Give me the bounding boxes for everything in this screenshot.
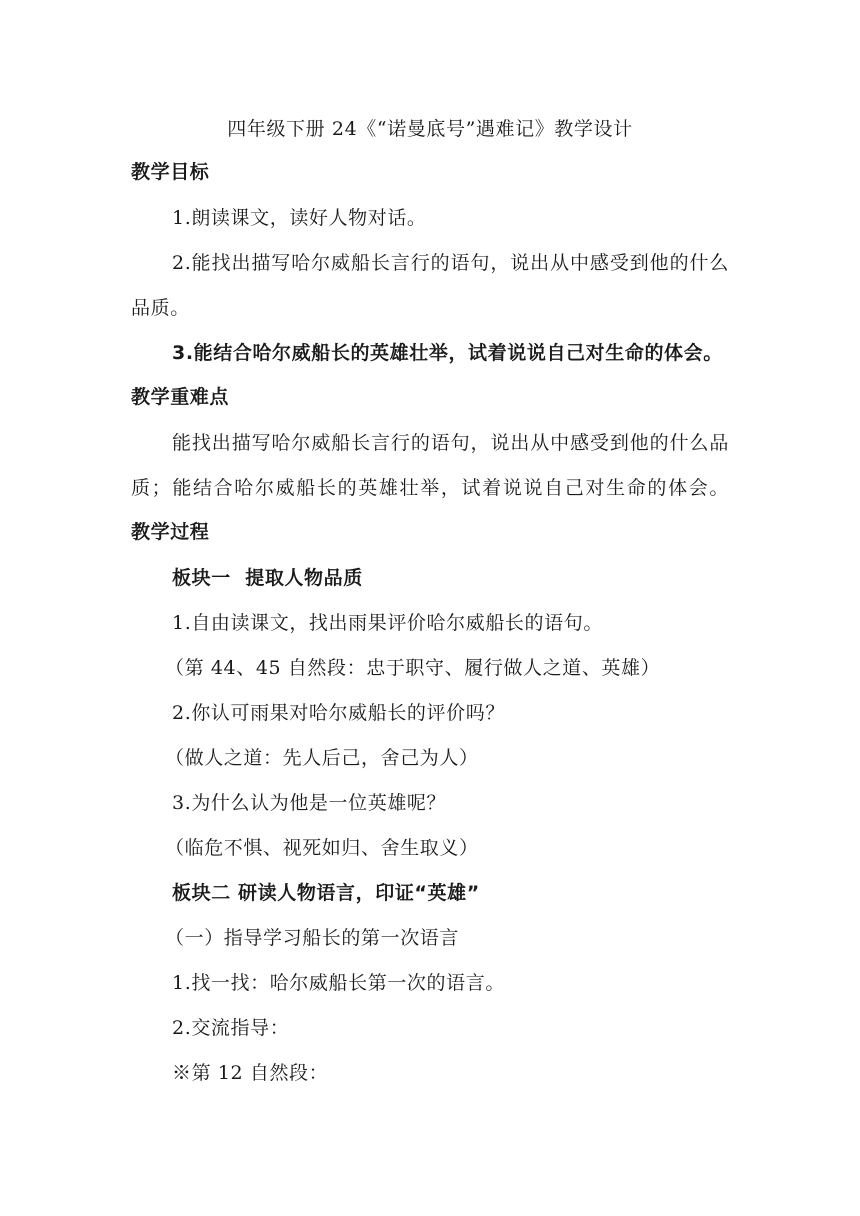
key-points-line: 质；能结合哈尔威船长的英雄壮举，试着说说自己对生命的体会。	[131, 477, 729, 499]
process-heading: 教学过程	[131, 521, 210, 543]
block1-line: 3.为什么认为他是一位英雄呢？	[172, 792, 447, 814]
objective-item: 1.朗读课文，读好人物对话。	[172, 207, 427, 229]
block1-line: （第 44、45 自然段：忠于职守、履行做人之道、英雄）	[165, 657, 661, 679]
block1-line: （临危不惧、视死如归、舍生取义）	[165, 837, 479, 859]
block2-line: 1.找一找：哈尔威船长第一次的语言。	[172, 972, 505, 994]
block1-line: 1.自由读课文，找出雨果评价哈尔威船长的语句。	[172, 612, 603, 634]
block1-title: 板块一 提取人物品质	[172, 567, 363, 589]
block2-line: ※第 12 自然段：	[172, 1062, 329, 1084]
objective-item-continuation: 品质。	[131, 297, 190, 319]
document-title: 四年级下册 24《“诺曼底号”遇难记》教学设计	[227, 118, 633, 140]
block1-line: 2.你认可雨果对哈尔威船长的评价吗？	[172, 702, 505, 724]
block2-line: （一）指导学习船长的第一次语言	[165, 927, 460, 949]
key-points-line: 能找出描写哈尔威船长言行的语句，说出从中感受到他的什么品	[172, 432, 729, 454]
objectives-heading: 教学目标	[131, 161, 210, 183]
block2-title: 板块二 研读人物语言，印证“英雄”	[172, 882, 480, 904]
block2-line: 2.交流指导：	[172, 1017, 290, 1039]
objective-item-bold: 3.能结合哈尔威船长的英雄壮举，试着说说自己对生命的体会。	[172, 342, 723, 364]
block1-line: （做人之道：先人后己，舍己为人）	[165, 747, 479, 769]
objective-item: 2.能找出描写哈尔威船长言行的语句，说出从中感受到他的什么	[172, 252, 729, 274]
key-points-heading: 教学重难点	[131, 386, 230, 408]
